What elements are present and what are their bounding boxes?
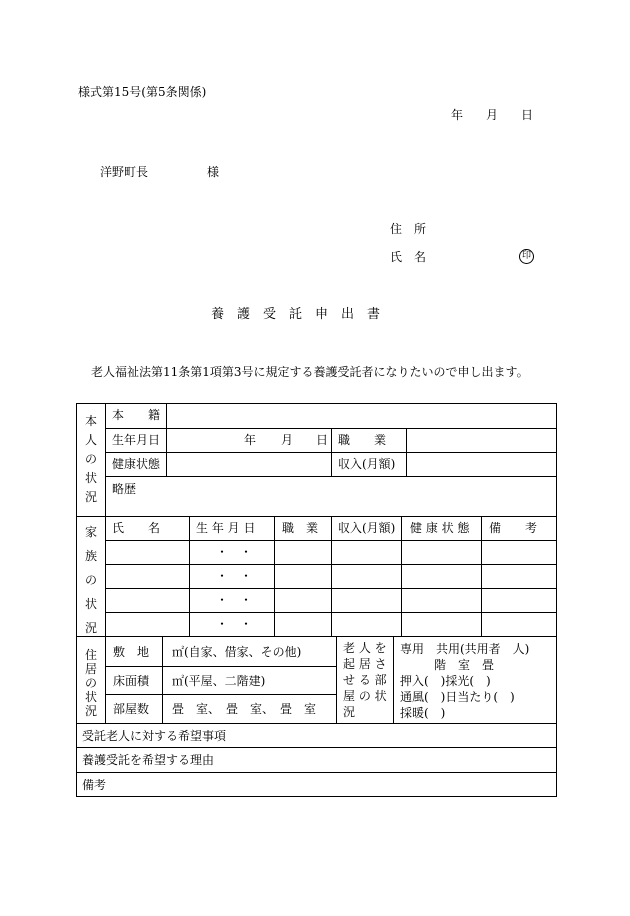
site-value: ㎡(自家、借家、その他) — [172, 645, 302, 659]
birth-day-label: 日 — [316, 433, 329, 447]
home-section-label: 住 居 の 状 況 — [84, 648, 97, 718]
birthdate-label: 生年月日 — [112, 433, 161, 447]
history-label: 略歴 — [112, 482, 137, 496]
floor-value: ㎡(平屋、二階建) — [172, 674, 266, 688]
family-row-date-dots: ・ ・ — [216, 593, 253, 607]
family-col-name: 氏 名 — [112, 521, 161, 535]
family-col-remarks: 備 考 — [489, 521, 538, 535]
self-section-label: 本 人 の 状 況 — [84, 414, 97, 504]
date-month-label: 月 — [486, 108, 499, 122]
form-number: 様式第15号(第5条関係) — [78, 85, 207, 99]
occupation-label: 職 業 — [338, 433, 387, 447]
family-col-occupation: 職 業 — [282, 521, 319, 535]
birth-month-label: 月 — [281, 433, 294, 447]
family-section-label: 家 族 の 状 況 — [84, 525, 97, 635]
family-row-date-dots: ・ ・ — [216, 545, 253, 559]
wishes-label: 受託老人に対する希望事項 — [82, 729, 227, 743]
reason-label: 養護受託を希望する理由 — [82, 753, 215, 767]
remarks-label: 備考 — [82, 778, 107, 792]
income-label: 収入(月額) — [338, 457, 396, 471]
family-row-date-dots: ・ ・ — [216, 617, 253, 631]
family-col-income: 収入(月額) — [338, 521, 396, 535]
family-col-health: 健 康 状 態 — [410, 521, 470, 535]
domicile-label: 本 籍 — [112, 408, 161, 422]
health-label: 健康状態 — [112, 457, 161, 471]
seal-mark: 印 — [519, 249, 534, 264]
birth-year-label: 年 — [244, 433, 257, 447]
recipient-suffix: 様 — [207, 165, 220, 179]
family-col-birthdate: 生 年 月 日 — [196, 521, 256, 535]
family-row-date-dots: ・ ・ — [216, 569, 253, 583]
address-label: 住 所 — [390, 222, 427, 236]
recipient: 洋野町長 — [100, 165, 149, 179]
rooms-label: 部屋数 — [113, 702, 150, 716]
intro-text: 老人福祉法第11条第1項第3号に規定する養護受託者になりたいので申し出ます。 — [91, 365, 529, 379]
rooms-value: 畳 室、 畳 室、 畳 室 — [172, 702, 317, 716]
elder-room-label: 老 人 を 起 居 さ せ る 部 屋 の 状 況 — [343, 641, 387, 719]
floor-label: 床面積 — [113, 674, 150, 688]
site-label: 敷 地 — [113, 645, 150, 659]
name-label: 氏 名 — [390, 250, 427, 264]
document-title: 養 護 受 託 申 出 書 — [211, 307, 381, 322]
date-year-label: 年 — [451, 108, 464, 122]
date-day-label: 日 — [521, 108, 534, 122]
elder-room-details: 専用 共用(共用者 人) 階 室 畳 押入( )採光( ) 通風( )日当たり( ) 採暖( ) — [400, 642, 530, 720]
